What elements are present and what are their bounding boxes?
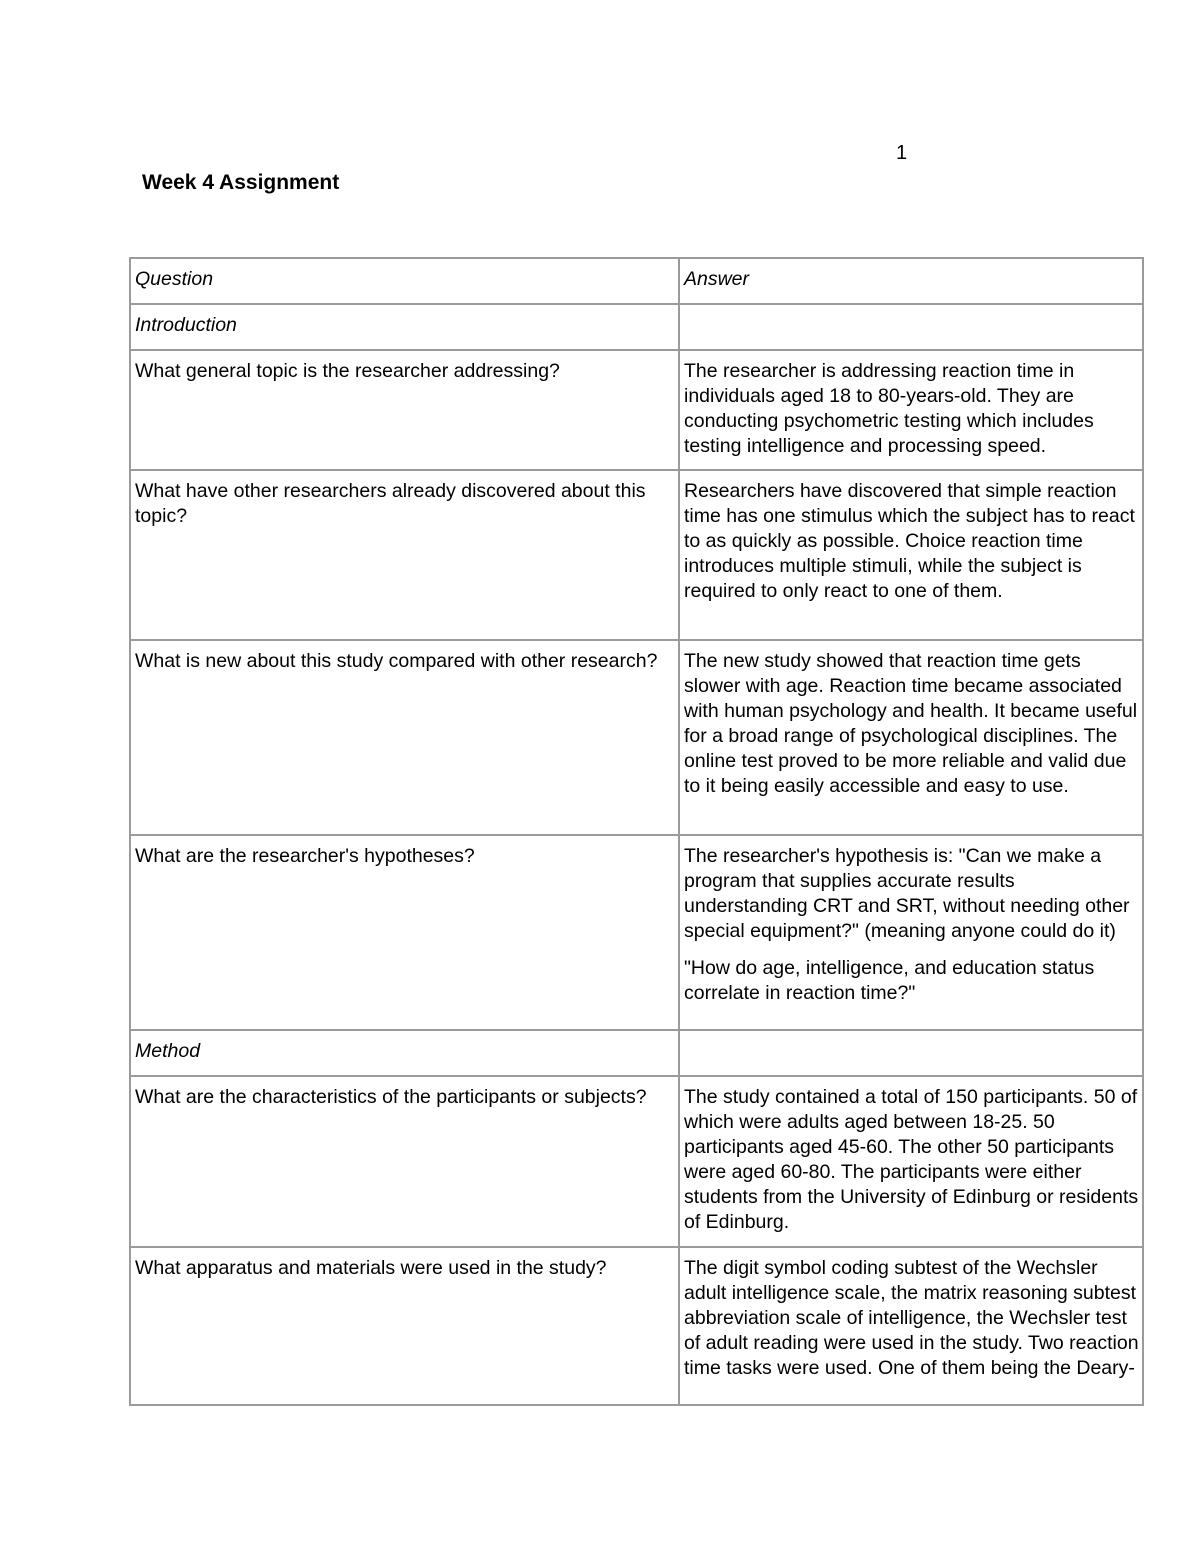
question-cell: What have other researchers already discovered about this topic? xyxy=(130,470,679,640)
table-row xyxy=(130,1076,1143,1247)
section-label-method: Method xyxy=(130,1030,679,1076)
table-row xyxy=(130,350,1143,470)
answer-cell xyxy=(679,1247,1143,1405)
section-label-introduction: Introduction xyxy=(130,304,679,350)
section-empty-cell xyxy=(679,304,1143,350)
table-row xyxy=(130,470,1143,640)
answer-cell xyxy=(679,470,1143,640)
table-header-row xyxy=(130,258,1143,304)
question-cell: What is new about this study compared with other research? xyxy=(130,640,679,835)
answer-text: Researchers have discovered that simple reaction time has one stimulus which the subject has to react to as quickly as possible. Choice reaction time introduces multiple stimuli, while the subject is required to only react to one of them. xyxy=(684,480,1135,602)
answer-text: "How do age, intelligence, and education status correlate in reaction time?" xyxy=(684,957,1095,1004)
section-empty-cell xyxy=(679,1030,1143,1076)
answer-text: The study contained a total of 150 participants. 50 of which were adults aged between 18-25. 50 participants aged 45-60. The other 50 participants were aged 60-80. The participants were either students from the University of Edinburg or residents of Edinburg. xyxy=(684,1086,1139,1233)
answer-cell xyxy=(679,835,1143,1030)
question-cell: What general topic is the researcher addressing? xyxy=(130,350,679,470)
table-row xyxy=(130,1247,1143,1405)
table-row xyxy=(130,640,1143,835)
answer-text: The researcher's hypothesis is: "Can we make a program that supplies accurate results understanding CRT and SRT, without needing other special equipment?" (meaning anyone could do it) xyxy=(684,845,1130,942)
question-cell: What apparatus and materials were used in the study? xyxy=(130,1247,679,1405)
question-cell: What are the characteristics of the participants or subjects? xyxy=(130,1076,679,1247)
page-title: Week 4 Assignment xyxy=(142,171,340,194)
question-column-header: Question xyxy=(130,258,679,304)
answer-column-header: Answer xyxy=(679,258,1143,304)
answer-cell xyxy=(679,350,1143,470)
question-cell: What are the researcher's hypotheses? xyxy=(130,835,679,1030)
section-row-introduction xyxy=(130,304,1143,350)
qa-table xyxy=(129,257,1144,1406)
answer-cell xyxy=(679,640,1143,835)
section-row-method xyxy=(130,1030,1143,1076)
answer-cell xyxy=(679,1076,1143,1247)
answer-text: The digit symbol coding subtest of the Wechsler adult intelligence scale, the matrix reasoning subtest abbreviation scale of intelligence, the Wechsler test of adult reading were used in the study. Two reaction time tasks were used. One of them being the Deary- xyxy=(684,1257,1139,1379)
answer-text: The new study showed that reaction time gets slower with age. Reaction time became associated with human psychology and health. It became useful for a broad range of psychological disciplines. The online test proved to be more reliable and valid due to it being easily accessible and easy to use. xyxy=(684,650,1138,797)
answer-text: The researcher is addressing reaction time in individuals aged 18 to 80-years-old. They are conducting psychometric testing which includes testing intelligence and processing speed. xyxy=(684,360,1094,457)
page-number: 1 xyxy=(896,142,908,164)
table-row xyxy=(130,835,1143,1030)
